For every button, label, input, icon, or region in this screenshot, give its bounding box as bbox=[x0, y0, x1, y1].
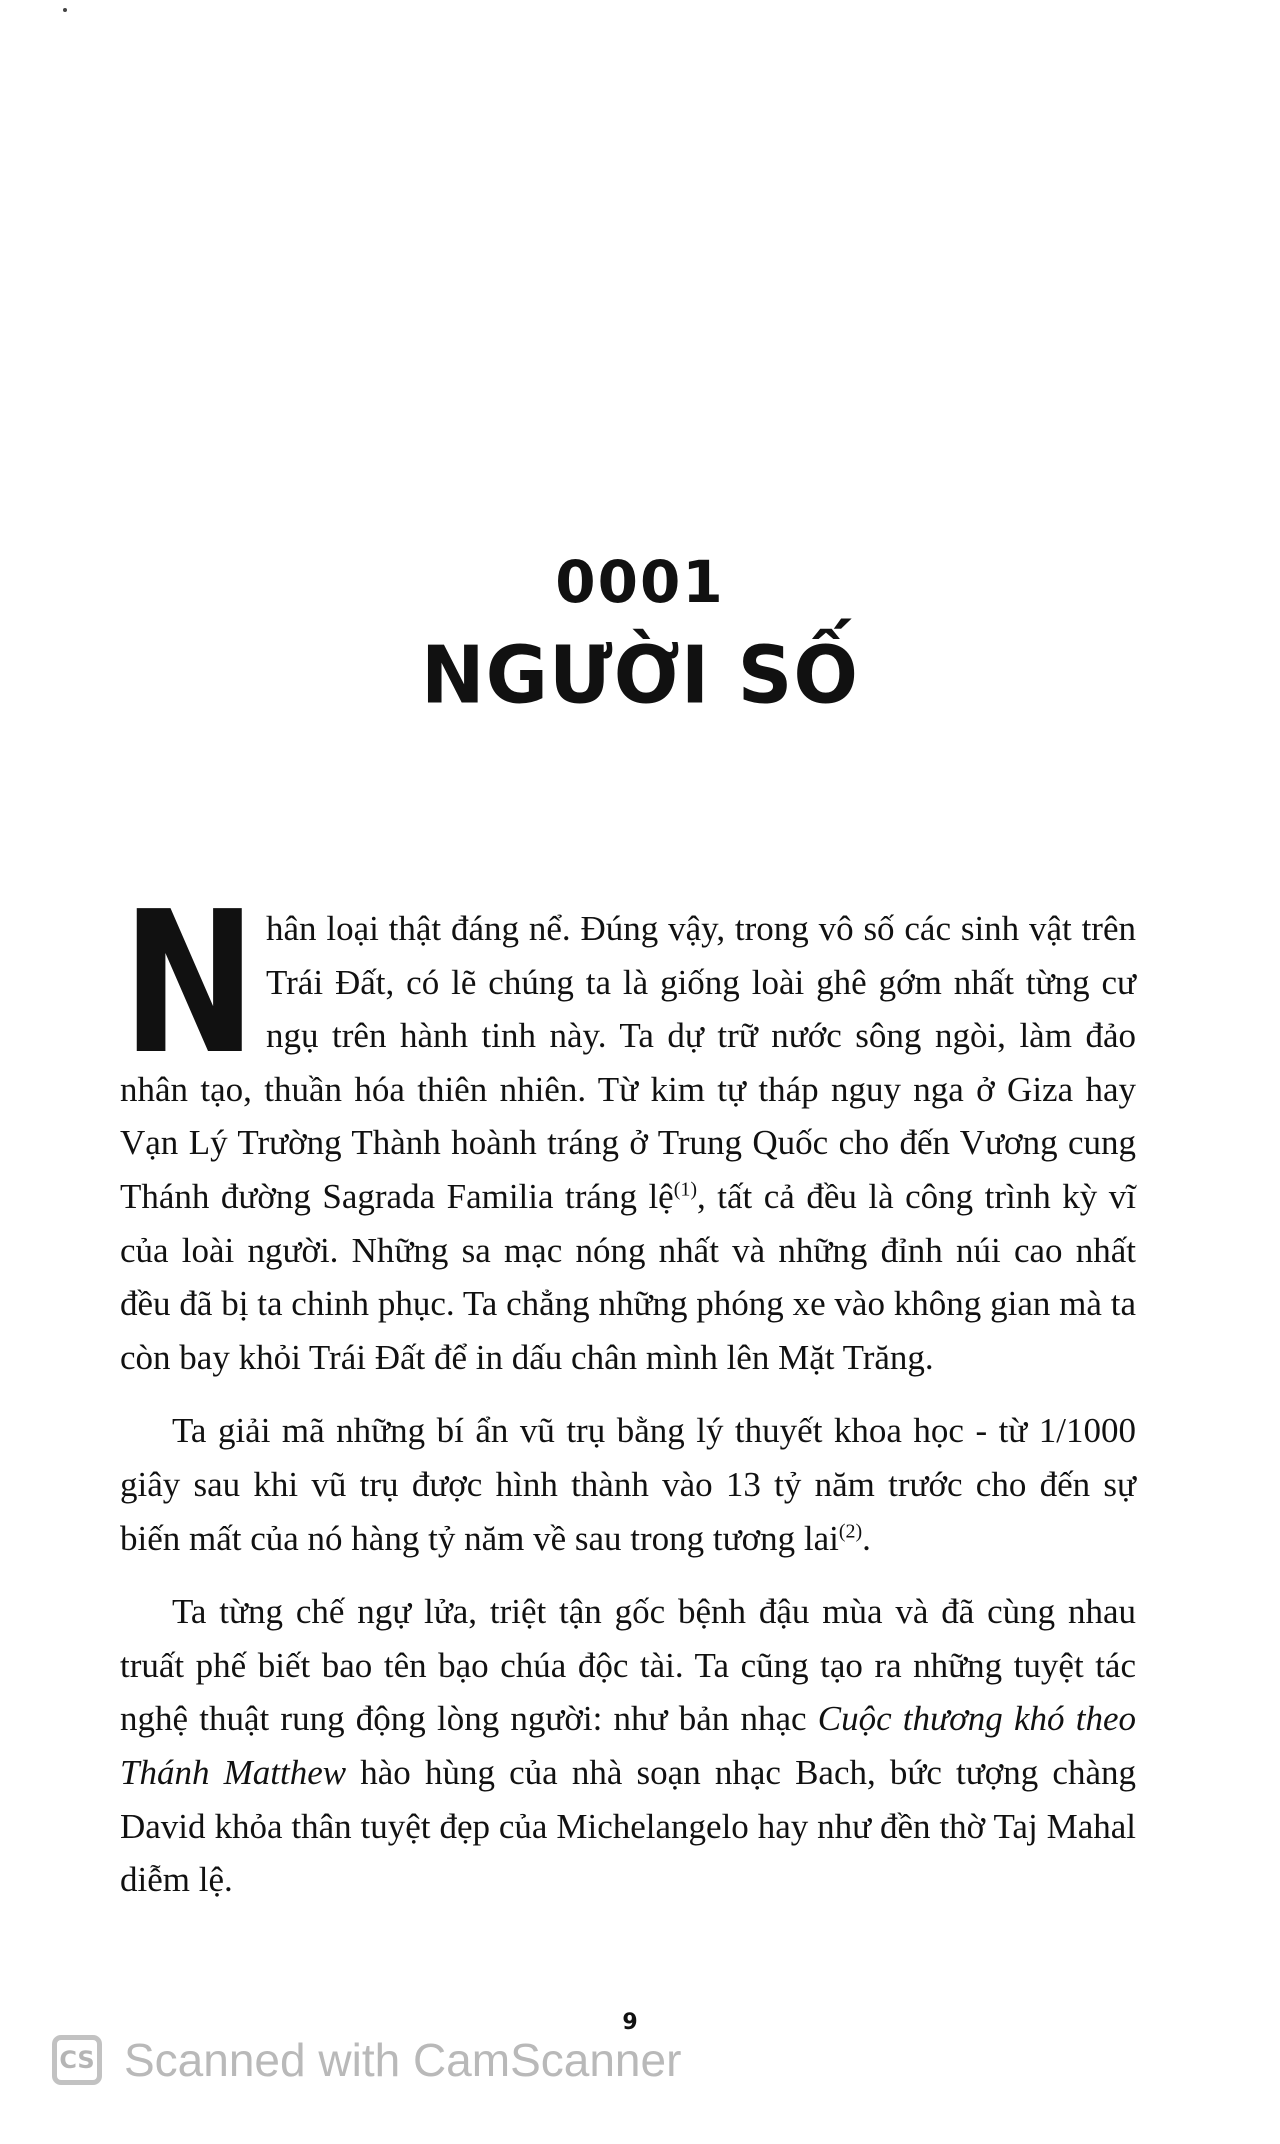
paragraph-1 bbox=[120, 870, 1136, 1384]
watermark-text: Scanned with CamScanner bbox=[124, 2034, 682, 2086]
paragraph-2 bbox=[120, 1404, 1136, 1565]
chapter-number: 0001 bbox=[555, 548, 725, 616]
footnote-marker-2: (2) bbox=[838, 1519, 863, 1542]
paragraph-2-text: Ta giải mã những bí ẩn vũ trụ bằng lý thuyết khoa học - từ 1/1000 giây sau khi vũ trụ được hình thành vào 13 tỷ năm trước cho đến sự biến mất của nó hàng tỷ năm về sau trong tương lai bbox=[120, 1411, 1136, 1558]
drop-cap: N bbox=[122, 870, 257, 1098]
paragraph-2-text-end: . bbox=[862, 1518, 871, 1558]
chapter-title: NGƯỜI SỐ bbox=[421, 627, 859, 722]
page-number: 9 bbox=[622, 2010, 638, 2035]
paragraph-3 bbox=[120, 1585, 1136, 1907]
paragraph-1-text-end: , tất cả đều là công trình kỳ vĩ của loài người. Những sa mạc nóng nhất và những đỉnh núi cao nhất đều đã bị ta chinh phục. Ta chẳng những phóng xe vào không gian mà ta còn bay khỏi Trái Đất để in dấu chân mình lên Mặt Trăng. bbox=[120, 1176, 1136, 1377]
scan-speck bbox=[63, 8, 67, 12]
camscanner-watermark bbox=[52, 2030, 681, 2090]
body-text bbox=[120, 870, 1136, 1927]
paragraph-3-text: Ta từng chế ngự lửa, triệt tận gốc bệnh đậu mùa và đã cùng nhau truất phế biết bao tên bạo chúa độc tài. Ta cũng tạo ra những tuyệt tác nghệ thuật rung động lòng người: như bản nhạc bbox=[120, 1592, 1136, 1739]
footnote-marker-1: (1) bbox=[673, 1178, 698, 1201]
paragraph-1-text: hân loại thật đáng nể. Đúng vậy, trong vô số các sinh vật trên Trái Đất, có lẽ chúng ta là giống loài ghê gớm nhất từng cư ngụ trên hành tinh này. Ta dự trữ nước sông ngòi, làm đảo nhân tạo, thuần hóa thiên nhiên. Từ kim tự tháp nguy nga ở Giza hay Vạn Lý Trường Thành hoành tráng ở Trung Quốc cho đến Vương cung Thánh đường Sagrada Familia tráng lệ bbox=[120, 909, 1136, 1216]
paragraph-3-text-end: hào hùng của nhà soạn nhạc Bach, bức tượng chàng David khỏa thân tuyệt đẹp của Michelangelo hay như đền thờ Taj Mahal diễm lệ. bbox=[120, 1752, 1136, 1900]
music-title: Cuộc thương khó theo Thánh Matthew bbox=[120, 1699, 1136, 1792]
camscanner-logo-icon: CS bbox=[52, 2035, 102, 2085]
